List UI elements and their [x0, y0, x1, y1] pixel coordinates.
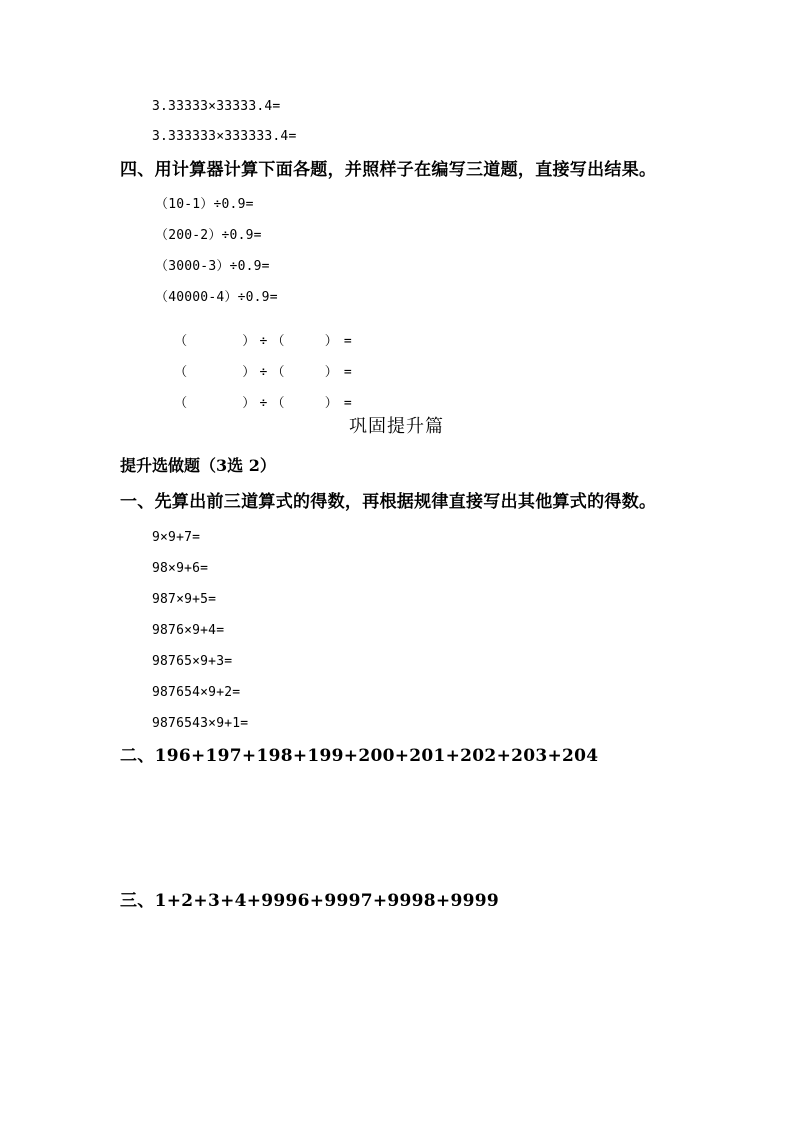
section4-equation: （200-2）÷0.9= [155, 228, 262, 243]
problem1-equation: 9876543×9+1= [152, 716, 249, 731]
problem3-heading: 三、1+2+3+4+9996+9997+9998+9999 [120, 891, 499, 911]
problem1-equation: 987×9+5= [152, 592, 217, 607]
equals-sign: = [343, 396, 352, 411]
section4-equation: （10-1）÷0.9= [155, 197, 254, 212]
open-paren: （ [271, 396, 285, 411]
open-paren: （ [174, 334, 188, 349]
section3-equation: 3.33333×33333.4= [152, 99, 281, 114]
problem1-equation: 9×9+7= [152, 530, 201, 545]
problem1-equation: 98765×9+3= [152, 654, 233, 669]
blank-equation-row [158, 322, 352, 348]
problem1-equation: 987654×9+2= [152, 685, 241, 700]
divide-sign: ÷ [259, 365, 268, 380]
section-title: 巩固提升篇 [349, 416, 444, 437]
close-paren: ） [324, 365, 338, 380]
equals-sign: = [343, 334, 352, 349]
problem1-equation: 9876×9+4= [152, 623, 225, 638]
problem1-equation: 98×9+6= [152, 561, 209, 576]
section4-heading: 四、用计算器计算下面各题，并照样子在编写三道题，直接写出结果。 [120, 160, 657, 180]
open-paren: （ [271, 334, 285, 349]
close-paren: ） [242, 365, 256, 380]
problem2-heading: 二、196+197+198+199+200+201+202+203+204 [120, 746, 599, 766]
divide-sign: ÷ [259, 396, 268, 411]
problem1-heading: 一、先算出前三道算式的得数，再根据规律直接写出其他算式的得数。 [120, 492, 657, 512]
section4-equation: （3000-3）÷0.9= [155, 259, 270, 274]
open-paren: （ [174, 365, 188, 380]
section3-equation: 3.333333×333333.4= [152, 129, 297, 144]
close-paren: ） [324, 334, 338, 349]
section4-equation: （40000-4）÷0.9= [155, 290, 278, 305]
divide-sign: ÷ [259, 334, 268, 349]
blank-equation-row [158, 353, 352, 379]
equals-sign: = [343, 365, 352, 380]
open-paren: （ [271, 365, 285, 380]
section-subtitle: 提升选做题（3选 2） [120, 456, 276, 475]
close-paren: ） [242, 396, 256, 411]
blank-equation-row [158, 384, 352, 410]
open-paren: （ [174, 396, 188, 411]
close-paren: ） [324, 396, 338, 411]
close-paren: ） [242, 334, 256, 349]
